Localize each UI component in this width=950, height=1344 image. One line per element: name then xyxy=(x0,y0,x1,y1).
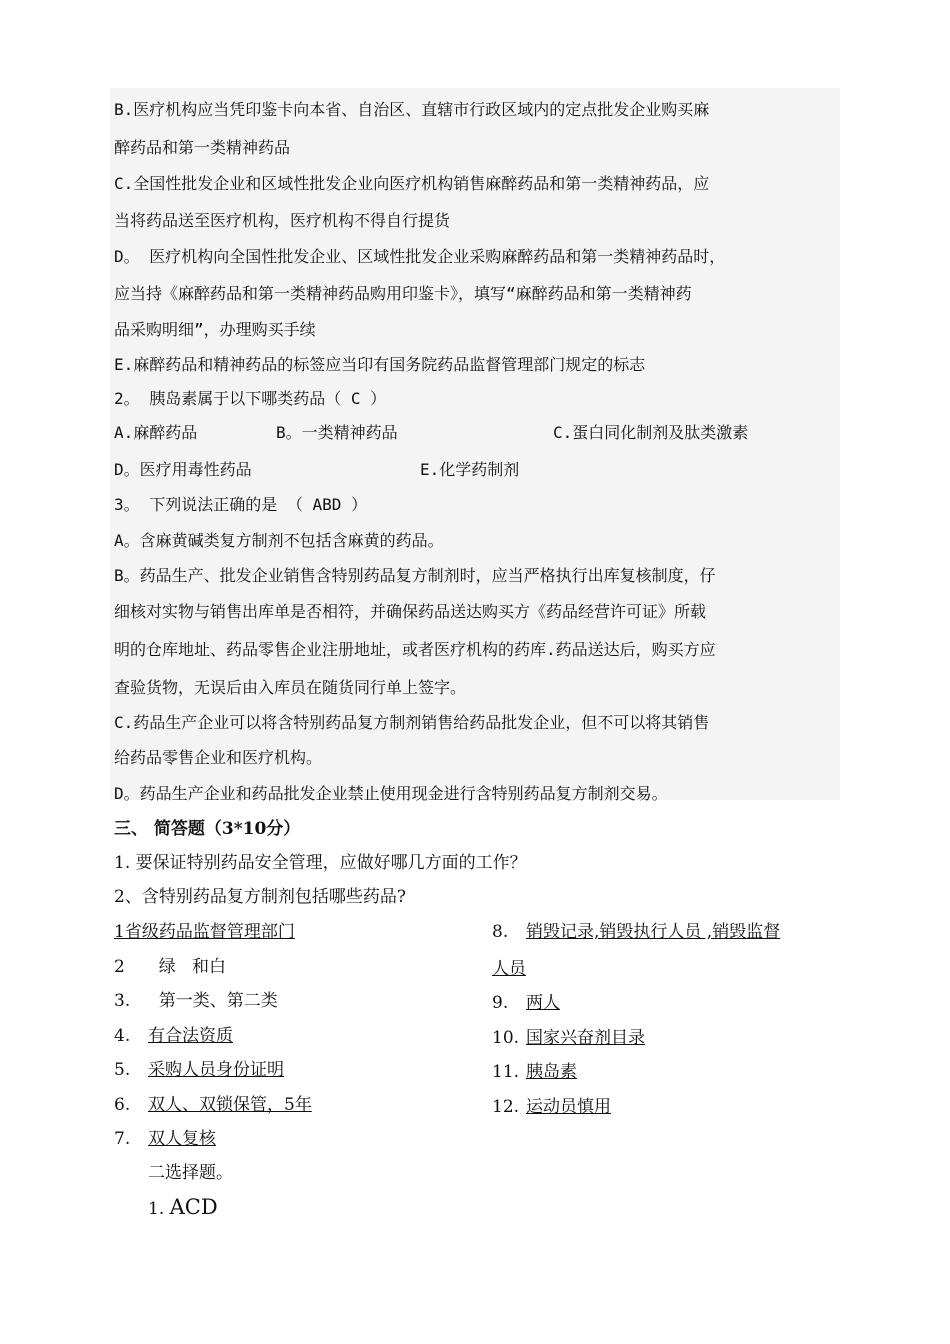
answer-left-5-num: 5. xyxy=(114,1060,131,1080)
answer-right-12-text: 运动员慎用 xyxy=(526,1097,611,1117)
answer-right-8-cont xyxy=(492,957,526,981)
q3-option-b-line1: B。药品生产、批发企业销售含特别药品复方制剂时，应当严格执行出库复核制度，仔 xyxy=(114,566,716,585)
answer-left-5-text: 采购人员身份证明 xyxy=(148,1060,284,1080)
answer-left-2-text: 绿 和白 xyxy=(148,957,227,977)
answer-right-11 xyxy=(492,1060,577,1084)
q1-option-e-line1: E.麻醉药品和精神药品的标签应当印有国务院药品监督管理部门规定的标志 xyxy=(114,355,646,374)
answer-right-10-text: 国家兴奋剂目录 xyxy=(526,1028,645,1048)
q3-option-d: D。药品生产企业和药品批发企业禁止使用现金进行含特别药品复方制剂交易。 xyxy=(114,784,668,803)
answer-right-8-text: 销毁记录,销毁执行人员 ,销毁监督 xyxy=(526,922,781,942)
q1-option-d-line2: 应当持《麻醉药品和第一类精神药品购用印鉴卡》，填写“麻醉药品和第一类精神药 xyxy=(114,284,692,303)
choice-answer-1 xyxy=(148,1195,218,1221)
answer-left-4-text: 有合法资质 xyxy=(148,1026,233,1046)
answer-left-7-text: 双人复核 xyxy=(148,1129,216,1149)
q2-option-d: D。医疗用毒性药品 xyxy=(114,460,252,479)
q3-option-c-line1: C.药品生产企业可以将含特别药品复方制剂销售给药品批发企业，但不可以将其销售 xyxy=(114,713,710,732)
answer-left-2-num: 2 xyxy=(114,957,125,977)
answer-left-4 xyxy=(114,1024,233,1048)
section3-question-1: 1. 要保证特别药品安全管理，应做好哪几方面的工作？ xyxy=(114,853,527,873)
answer-left-6-num: 6. xyxy=(114,1095,131,1115)
choice-section-title: 二选择题。 xyxy=(148,1163,233,1183)
q2-option-e: E.化学药制剂 xyxy=(420,460,520,479)
answer-left-4-num: 4. xyxy=(114,1026,131,1046)
answer-right-9-num: 9. xyxy=(492,993,509,1013)
answer-left-5 xyxy=(114,1058,284,1082)
answer-right-9-text: 两人 xyxy=(526,993,560,1013)
answer-right-12 xyxy=(492,1095,611,1119)
q3-option-b-line2: 细核对实物与销售出库单是否相符，并确保药品送达购买方《药品经营许可证》所载 xyxy=(114,602,707,621)
q2-stem: 2。 胰岛素属于以下哪类药品（ C ） xyxy=(114,389,387,408)
q3-option-b-line4: 查验货物，无误后由入库员在随货同行单上签字。 xyxy=(114,678,467,697)
q2-option-b: B。一类精神药品 xyxy=(276,423,398,442)
answer-left-7-num: 7. xyxy=(114,1129,131,1149)
answer-left-3-num: 3. xyxy=(114,991,131,1011)
answer-left-1-text: 1省级药品监督管理部门 xyxy=(114,922,295,942)
answer-right-8-cont-text: 人员 xyxy=(492,959,526,979)
answer-left-2 xyxy=(114,955,226,979)
answer-left-6 xyxy=(114,1093,312,1117)
q3-stem: 3。 下列说法正确的是 （ ABD ） xyxy=(114,495,368,514)
q3-option-c-line2: 给药品零售企业和医疗机构。 xyxy=(114,748,323,767)
answer-right-10-num: 10. xyxy=(492,1028,520,1048)
answer-left-3-text: 第一类、第二类 xyxy=(148,991,278,1011)
q1-option-d-line1: D。 医疗机构向全国性批发企业、区域性批发企业采购麻醉药品和第一类精神药品时， xyxy=(114,247,726,266)
q3-option-b-line3: 明的仓库地址、药品零售企业注册地址，或者医疗机构的药库.药品送达后，购买方应 xyxy=(114,640,716,659)
answer-right-11-text: 胰岛素 xyxy=(526,1062,577,1082)
section3-question-2: 2、含特别药品复方制剂包括哪些药品? xyxy=(114,887,406,907)
q2-option-c: C.蛋白同化制剂及肽类激素 xyxy=(553,423,749,442)
answer-left-7 xyxy=(114,1127,216,1151)
section3-title: 三、 简答题（3*10分） xyxy=(114,819,301,839)
choice-answer-1-text: ACD xyxy=(169,1195,218,1219)
q2-option-a: A.麻醉药品 xyxy=(114,423,198,442)
answer-right-10 xyxy=(492,1026,645,1050)
answer-left-6-text: 双人、双锁保管，5年 xyxy=(148,1095,312,1115)
choice-answer-1-num: 1. xyxy=(148,1199,165,1219)
q1-option-c-line2: 当将药品送至医疗机构，医疗机构不得自行提货 xyxy=(114,211,451,230)
q1-option-b-line2: 醉药品和第一类精神药品 xyxy=(114,138,291,157)
answer-left-3 xyxy=(114,989,278,1013)
q3-option-a: A。含麻黄碱类复方制剂不包括含麻黄的药品。 xyxy=(114,531,444,550)
answer-right-8 xyxy=(492,920,780,944)
q1-option-b-line1: B.医疗机构应当凭印鉴卡向本省、自治区、直辖市行政区域内的定点批发企业购买麻 xyxy=(114,100,710,119)
answer-left-1 xyxy=(114,920,295,944)
answer-right-11-num: 11. xyxy=(492,1062,520,1082)
answer-right-9 xyxy=(492,991,560,1015)
answer-right-12-num: 12. xyxy=(492,1097,520,1117)
q1-option-c-line1: C.全国性批发企业和区域性批发企业向医疗机构销售麻醉药品和第一类精神药品，应 xyxy=(114,174,710,193)
q1-option-d-line3: 品采购明细”，办理购买手续 xyxy=(114,320,316,339)
answer-right-8-num: 8. xyxy=(492,922,509,942)
